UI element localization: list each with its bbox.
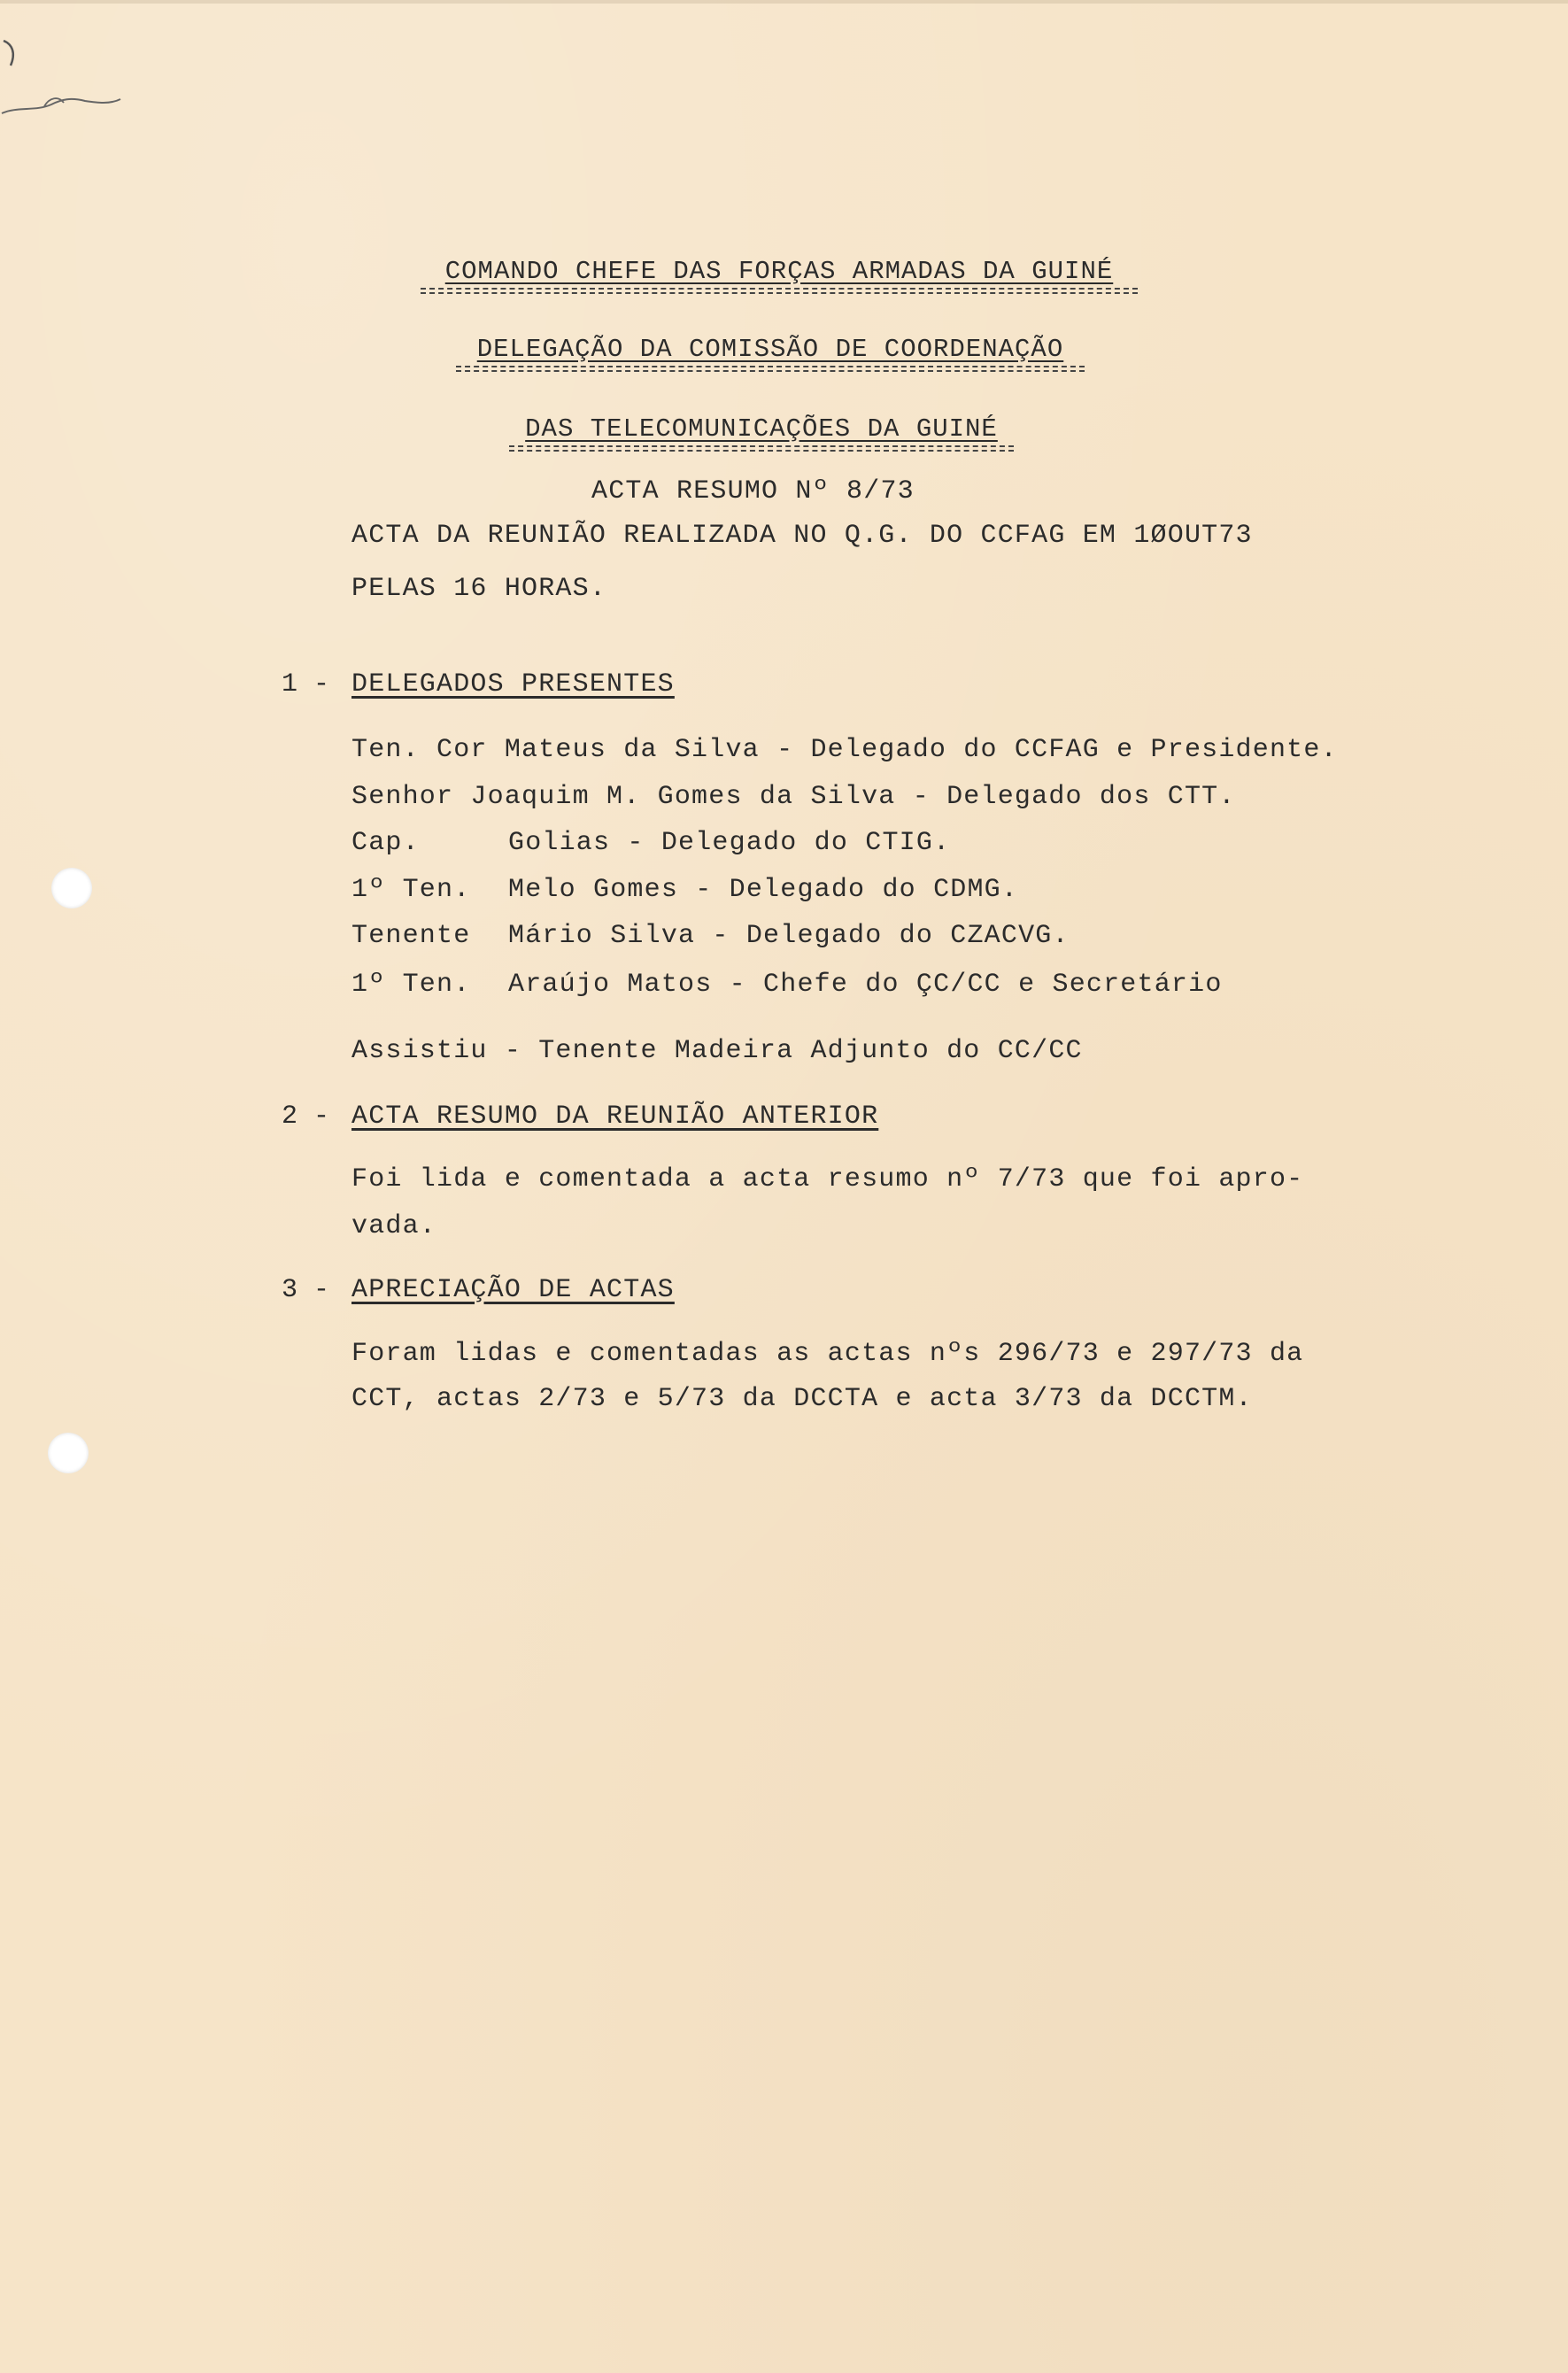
acta-title: ACTA RESUMO Nº 8/73 [591,476,915,506]
intro-line-2: PELAS 16 HORAS. [351,574,607,604]
delegate-row-3-name: Golias - Delegado do CTIG. [508,828,951,858]
section-2-title: ACTA RESUMO DA REUNIÃO ANTERIOR [351,1101,879,1132]
header-delegation-text: DELEGAÇÃO DA COMISSÃO DE COORDENAÇÃO [476,335,1064,364]
delegate-row-5-rank: Tenente [351,921,471,951]
delegate-row-3-rank: Cap. [351,828,420,858]
delegate-row-6-rank: 1º Ten. [351,970,471,1000]
delegate-row-2: Senhor Joaquim M. Gomes da Silva - Delegado dos CTT. [351,782,1236,812]
header-telecom-text: DAS TELECOMUNICAÇÕES DA GUINÉ [525,414,998,444]
section-3-text-1: Foram lidas e comentadas as actas nºs 296/73 e 297/73 da [351,1339,1304,1369]
delegate-row-1: Ten. Cor Mateus da Silva - Delegado do CCFAG e Presidente. [351,735,1338,765]
delegate-row-4-rank: 1º Ten. [351,875,471,905]
section-3-text-2: CCT, actas 2/73 e 5/73 da DCCTA e acta 3/73 da DCCTM. [351,1384,1253,1414]
header-delegation [452,335,1089,372]
section-1-title: DELEGADOS PRESENTES [351,669,675,700]
section-3-title: APRECIAÇÃO DE ACTAS [351,1275,675,1305]
double-rule [421,288,1138,294]
delegate-row-6-name: Araújo Matos - Chefe do ÇC/CC e Secretário [508,970,1223,1000]
section-2-number: 2 - [282,1101,330,1132]
delegate-row-5-name: Mário Silva - Delegado do CZACVG. [508,921,1070,951]
delegate-row-4-name: Melo Gomes - Delegado do CDMG. [508,875,1019,905]
punch-hole-bottom [48,1433,89,1473]
section-3-number: 3 - [282,1275,330,1305]
section-2-text-1: Foi lida e comentada a acta resumo nº 7/73 que foi apro- [351,1164,1304,1194]
section-2-text-2: vada. [351,1211,437,1241]
header-telecom [505,414,1018,452]
section-1-number: 1 - [282,669,330,700]
corner-scribble-mark [0,35,124,133]
page-edge [0,0,1568,4]
punch-hole-top [51,868,92,908]
double-rule [456,366,1085,372]
double-rule [509,445,1014,452]
header-command [416,257,1142,294]
header-command-text: COMANDO CHEFE DAS FORÇAS ARMADAS DA GUINÉ [444,257,1114,286]
intro-line-1: ACTA DA REUNIÃO REALIZADA NO Q.G. DO CCFAG EM 1ØOUT73 [351,521,1253,551]
assistiu-line: Assistiu - Tenente Madeira Adjunto do CC/CC [351,1036,1083,1066]
